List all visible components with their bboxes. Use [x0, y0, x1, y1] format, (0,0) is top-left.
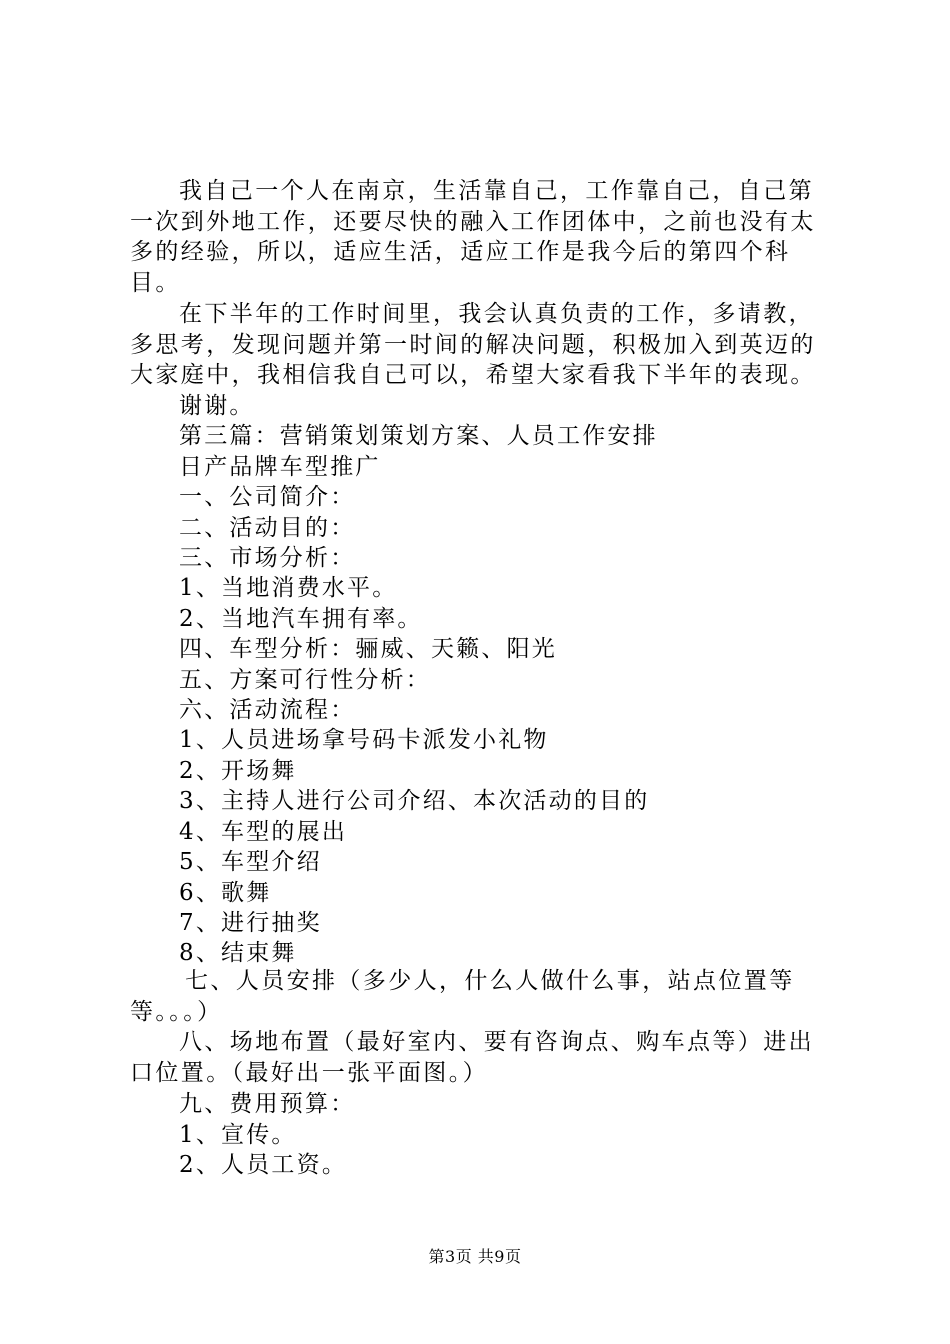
list-item: 2、开场舞 [179, 757, 297, 784]
paragraph-second-half-plan: 在下半年的工作时间里，我会认真负责的工作，多请教，多思考，发现问题并第一时间的解决问题，积极加入到英迈的大家庭中，我相信我自己可以，希望大家看我下半年的表现。 [130, 301, 816, 388]
list-item: 3、主持人进行公司介绍、本次活动的目的 [179, 788, 650, 815]
list-item: 1、宣传。 [179, 1121, 297, 1148]
list-item: 九、费用预算： [179, 1091, 356, 1117]
list-item: 六、活动流程： [179, 697, 356, 724]
outline-list [179, 391, 839, 969]
paragraph-adapting-to-life: 我自己一个人在南京，生活靠自己，工作靠自己，自己第一次到外地工作，还要尽快的融入工作团体中，之前也没有太多的经验，所以，适应生活，适应工作是我今后的第四个科目。 [130, 178, 816, 296]
list-item: 2、当地汽车拥有率。 [179, 605, 423, 632]
list-item: 谢谢。 [179, 393, 255, 419]
budget-list [179, 1089, 355, 1181]
list-item: 8、结束舞 [179, 940, 297, 967]
list-item: 一、公司简介： [179, 484, 356, 511]
section-heading: 第三篇：营销策划策划方案、人员工作安排 [179, 423, 658, 450]
list-item: 四、车型分析：骊威、天籁、阳光 [179, 636, 557, 663]
paragraph-venue-layout: 八、场地布置（最好室内、要有咨询点、购车点等）进出口位置。（最好出一张平面图。） [130, 1029, 814, 1086]
list-item: 2、人员工资。 [179, 1152, 348, 1178]
list-item: 1、人员进场拿号码卡派发小礼物 [179, 727, 549, 754]
list-item: 五、方案可行性分析： [179, 666, 431, 693]
list-item: 6、歌舞 [179, 879, 272, 906]
list-item: 二、活动目的： [179, 514, 356, 541]
list-item: 日产品牌车型推广 [179, 453, 381, 480]
list-item: 1、当地消费水平。 [179, 575, 398, 602]
list-item: 5、车型介绍 [179, 849, 322, 876]
list-item: 7、进行抽奖 [179, 909, 322, 936]
page-footer: 第3页 共9页 [428, 1247, 522, 1266]
list-item: 三、市场分析： [179, 545, 356, 572]
paragraph-staffing: 七、人员安排（多少人，什么人做什么事，站点位置等等。。。） [130, 968, 795, 1025]
list-item: 4、车型的展出 [179, 818, 348, 845]
